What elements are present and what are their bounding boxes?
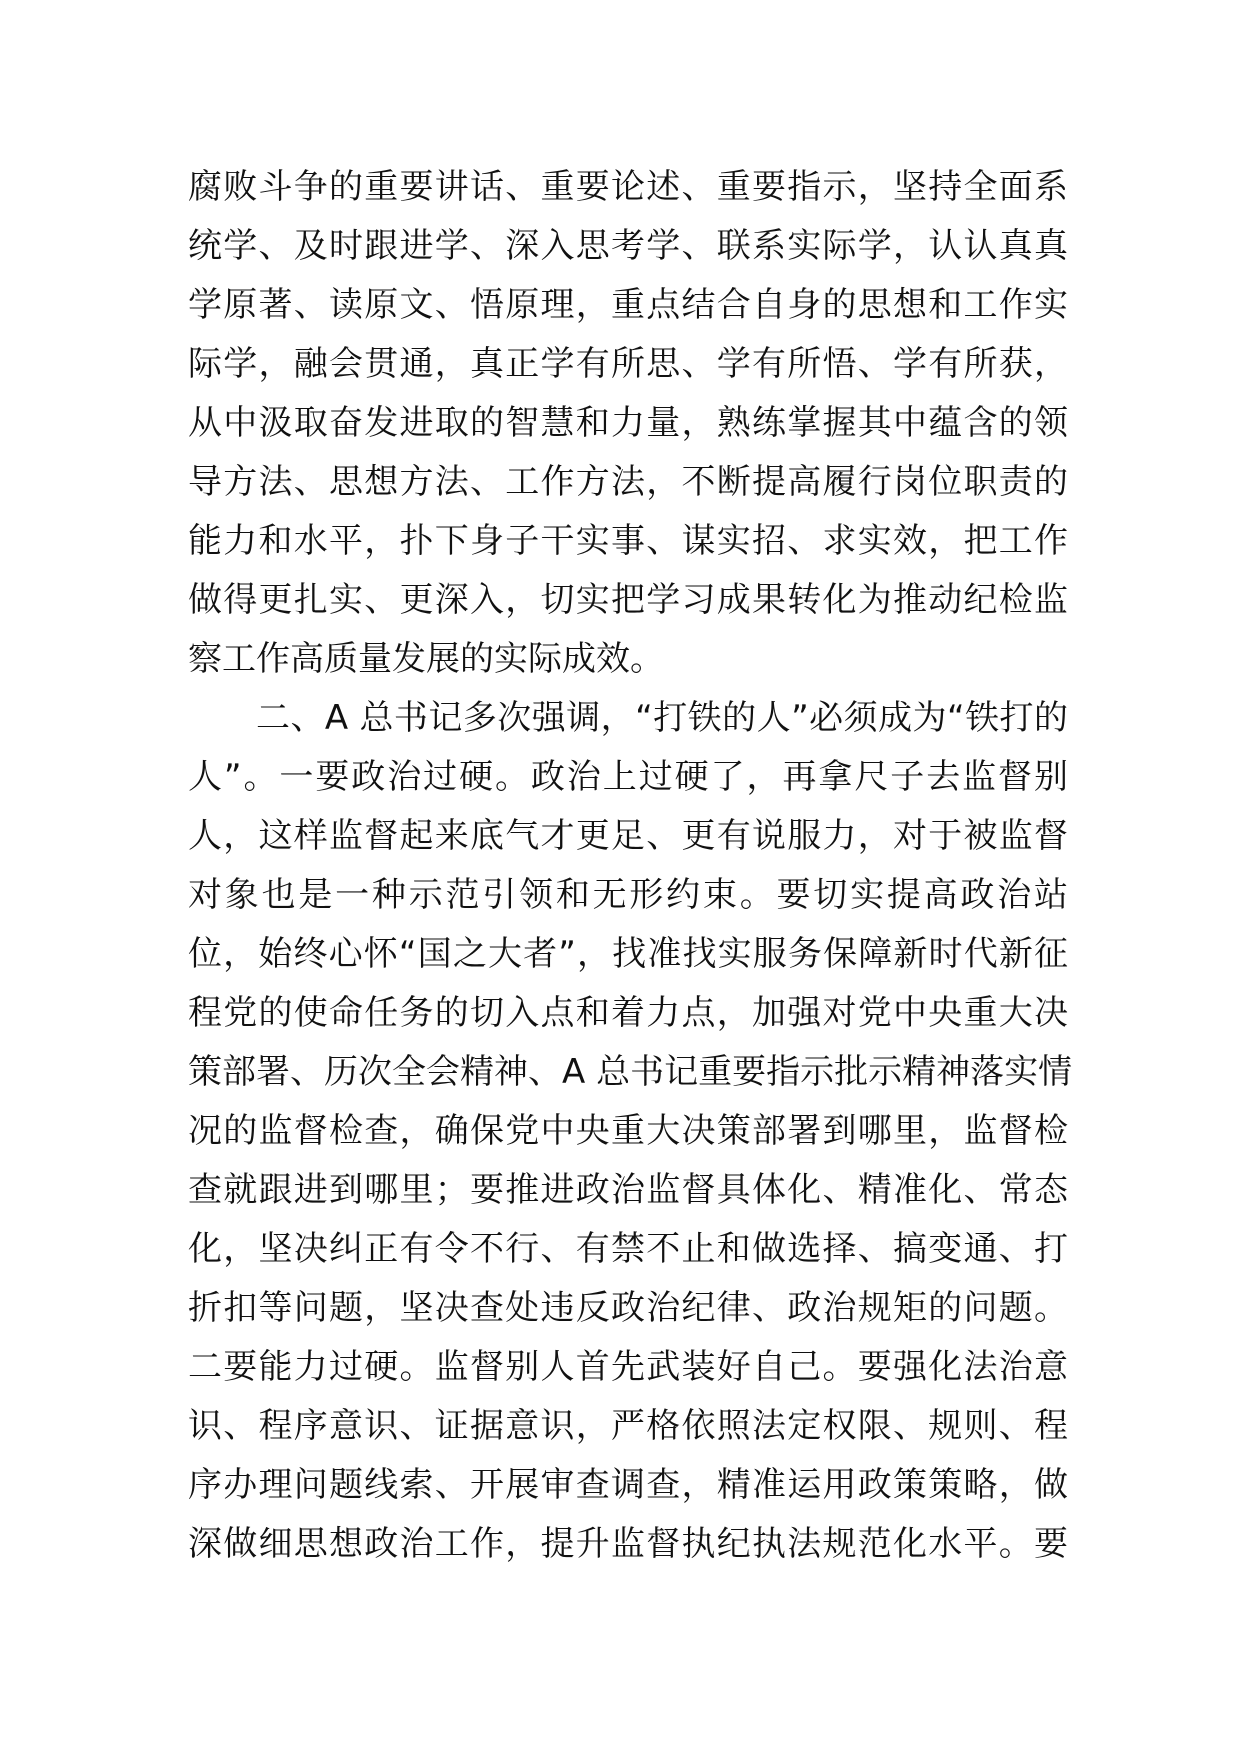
text-line: 程党的使命任务的切入点和着力点，加强对党中央重大决 bbox=[188, 993, 1068, 1033]
text-line: 导方法、思想方法、工作方法，不断提高履行岗位职责的 bbox=[188, 462, 1068, 502]
text-line: 化，坚决纠正有令不行、有禁不止和做选择、搞变通、打 bbox=[188, 1229, 1068, 1269]
text-line: 对象也是一种示范引领和无形约束。要切实提高政治站 bbox=[188, 875, 1068, 915]
body-text bbox=[188, 158, 1073, 1574]
paragraph-start-line: 二、A 总书记多次强调，“打铁的人”必须成为“铁打的 bbox=[256, 698, 1068, 738]
text-line: 查就跟进到哪里；要推进政治监督具体化、精准化、常态 bbox=[188, 1170, 1068, 1210]
text-line: 从中汲取奋发进取的智慧和力量，熟练掌握其中蕴含的领 bbox=[188, 403, 1068, 443]
text-line: 况的监督检查，确保党中央重大决策部署到哪里，监督检 bbox=[188, 1111, 1068, 1151]
text-line: 做得更扎实、更深入，切实把学习成果转化为推动纪检监 bbox=[188, 580, 1068, 620]
text-line: 际学，融会贯通，真正学有所思、学有所悟、学有所获， bbox=[188, 344, 1068, 384]
text-line: 学原著、读原文、悟原理，重点结合自身的思想和工作实 bbox=[188, 285, 1068, 325]
text-line: 人，这样监督起来底气才更足、更有说服力，对于被监督 bbox=[188, 816, 1068, 856]
text-line: 深做细思想政治工作，提升监督执纪执法规范化水平。要 bbox=[188, 1524, 1068, 1564]
text-line: 能力和水平，扑下身子干实事、谋实招、求实效，把工作 bbox=[188, 521, 1068, 561]
text-line: 识、程序意识、证据意识，严格依照法定权限、规则、程 bbox=[188, 1406, 1068, 1446]
text-line: 位，始终心怀“国之大者”，找准找实服务保障新时代新征 bbox=[188, 934, 1068, 974]
text-line: 折扣等问题，坚决查处违反政治纪律、政治规矩的问题。 bbox=[188, 1288, 1068, 1328]
text-line: 二要能力过硬。监督别人首先武装好自己。要强化法治意 bbox=[188, 1347, 1068, 1387]
text-line: 策部署、历次全会精神、A 总书记重要指示批示精神落实情 bbox=[188, 1052, 1073, 1092]
text-line: 腐败斗争的重要讲话、重要论述、重要指示，坚持全面系 bbox=[188, 167, 1068, 207]
text-line: 序办理问题线索、开展审查调查，精准运用政策策略，做 bbox=[188, 1465, 1068, 1505]
text-line: 统学、及时跟进学、深入思考学、联系实际学，认认真真 bbox=[188, 226, 1068, 266]
text-line: 察工作高质量发展的实际成效。 bbox=[188, 639, 664, 679]
text-line: 人”。一要政治过硬。政治上过硬了，再拿尺子去监督别 bbox=[188, 757, 1068, 797]
